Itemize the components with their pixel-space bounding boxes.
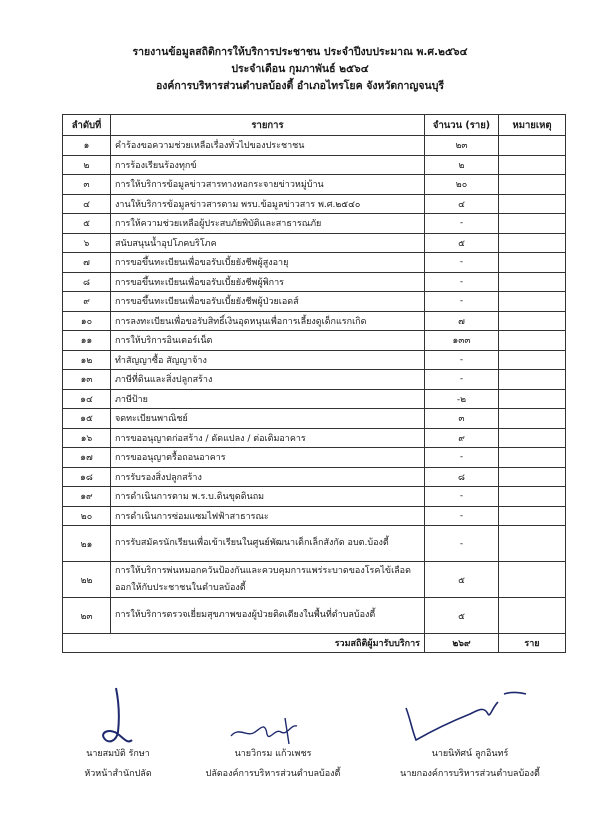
table-row: [63, 409, 566, 429]
row-no: ๑๕: [63, 409, 111, 429]
row-item: สนับสนุนน้ำอุปโภคบริโภค: [111, 233, 425, 253]
row-amount: -: [425, 370, 499, 390]
row-item: การขอขึ้นทะเบียนเพื่อขอรับเบี้ยยังชีพผู้สูงอายุ: [111, 253, 425, 273]
row-item: ทำสัญญาซื้อ สัญญาจ้าง: [111, 350, 425, 370]
row-remark: [499, 370, 566, 390]
table-row: [63, 389, 566, 409]
table-row: [63, 428, 566, 448]
row-amount: -๒: [425, 389, 499, 409]
signer-title: ปลัดองค์การบริหารส่วนตำบลบ้องตี้: [205, 769, 341, 779]
row-no: ๒๒: [63, 562, 111, 598]
row-no: ๑๔: [63, 389, 111, 409]
row-remark: [499, 598, 566, 634]
row-item: การขออนุญาตรื้อถอนอาคาร: [111, 448, 425, 468]
row-remark: [499, 155, 566, 175]
row-remark: [499, 194, 566, 214]
row-remark: [499, 253, 566, 273]
column-header-amount: จำนวน (ราย): [425, 115, 499, 136]
row-remark: [499, 389, 566, 409]
row-amount: -: [425, 448, 499, 468]
report-title: รายงานข้อมูลสถิติการให้บริการประชาชน ประจำปีงบประมาณ พ.ศ.๒๕๖๔: [132, 46, 468, 58]
row-amount: ๒๐: [425, 175, 499, 195]
table-header-row: [63, 115, 566, 136]
row-no: ๒๓: [63, 598, 111, 634]
row-no: ๑๐: [63, 311, 111, 331]
row-item: การให้บริการอินเตอร์เน็ต: [111, 331, 425, 351]
row-remark: [499, 409, 566, 429]
signer-name: นายวิกรม แก้วเพชร: [234, 749, 312, 759]
row-item: การขอขึ้นทะเบียนเพื่อขอรับเบี้ยยังชีพผู้พิการ: [111, 272, 425, 292]
table-row: [63, 214, 566, 234]
row-item: การขออนุญาตก่อสร้าง / ดัดแปลง / ต่อเติมอาคาร: [111, 428, 425, 448]
row-amount: ๕: [425, 233, 499, 253]
row-no: ๔: [63, 194, 111, 214]
table-row: [63, 155, 566, 175]
row-amount: -: [425, 526, 499, 562]
row-item: จดทะเบียนพาณิชย์: [111, 409, 425, 429]
table-row: [63, 233, 566, 253]
table-row: [63, 272, 566, 292]
row-no: ๑๙: [63, 487, 111, 507]
row-remark: [499, 350, 566, 370]
row-remark: [499, 428, 566, 448]
table-row: [63, 370, 566, 390]
row-item: คำร้องขอความช่วยเหลือเรื่องทั่วไปของประชาชน: [111, 136, 425, 156]
row-remark: [499, 292, 566, 312]
table-row: [63, 598, 566, 634]
row-no: ๖: [63, 233, 111, 253]
row-item: ภาษีป้าย: [111, 389, 425, 409]
row-remark: [499, 467, 566, 487]
statistics-table: [62, 114, 566, 653]
row-no: ๑๒: [63, 350, 111, 370]
total-label: รวมสถิติผู้มารับบริการ: [63, 634, 425, 653]
signature-scribble-3: [400, 688, 530, 748]
row-remark: [499, 487, 566, 507]
row-no: ๕: [63, 214, 111, 234]
row-no: ๙: [63, 292, 111, 312]
row-remark: [499, 331, 566, 351]
total-row: [63, 634, 566, 653]
table-row: [63, 448, 566, 468]
row-remark: [499, 272, 566, 292]
row-remark: [499, 562, 566, 598]
row-no: ๑๖: [63, 428, 111, 448]
row-no: ๑๑: [63, 331, 111, 351]
column-header-no: ลำดับที่: [63, 115, 111, 136]
table-row: [63, 331, 566, 351]
row-remark: [499, 526, 566, 562]
row-item: การให้บริการข้อมูลข่าวสารทางหอกระจายข่าวหมู่บ้าน: [111, 175, 425, 195]
row-amount: ๙: [425, 428, 499, 448]
row-no: ๑๓: [63, 370, 111, 390]
row-no: ๒๐: [63, 506, 111, 526]
row-remark: [499, 136, 566, 156]
row-no: ๒๑: [63, 526, 111, 562]
row-no: ๑๘: [63, 467, 111, 487]
row-item: การลงทะเบียนเพื่อขอรับสิทธิ์เงินอุดหนุนเพื่อการเลี้ยงดูเด็กแรกเกิด: [111, 311, 425, 331]
signer-title: นายกองค์การบริหารส่วนตำบลบ้องตี้: [400, 769, 540, 779]
row-amount: -: [425, 214, 499, 234]
table-row: [63, 311, 566, 331]
table-row: [63, 292, 566, 312]
table-row: [63, 562, 566, 598]
row-amount: ๓: [425, 409, 499, 429]
row-remark: [499, 506, 566, 526]
row-item: การรับสมัครนักเรียนเพื่อเข้าเรียนในศูนย์พัฒนาเด็กเล็กสังกัด อบต.บ้องตี้: [111, 526, 425, 562]
row-amount: ๒: [425, 155, 499, 175]
table-row: [63, 194, 566, 214]
row-item: การดำเนินการซ่อมแซมไฟฟ้าสาธารณะ: [111, 506, 425, 526]
row-amount: -: [425, 292, 499, 312]
table-row: [63, 526, 566, 562]
row-remark: [499, 448, 566, 468]
row-amount: -: [425, 253, 499, 273]
row-no: ๒: [63, 155, 111, 175]
row-no: ๑๗: [63, 448, 111, 468]
row-amount: -: [425, 487, 499, 507]
signer-name: นายนิทัศน์ ลูกอินทร์: [431, 749, 509, 759]
row-no: ๓: [63, 175, 111, 195]
table-row: [63, 136, 566, 156]
column-header-item: รายการ: [111, 115, 425, 136]
row-item: การร้องเรียนร้องทุกข์: [111, 155, 425, 175]
total-unit: ราย: [499, 634, 566, 653]
row-item: งานให้บริการข้อมูลข่าวสารตาม พรบ.ข้อมูลข่าวสาร พ.ศ.๒๕๔๐: [111, 194, 425, 214]
report-organization: องค์การบริหารส่วนตำบลบ้องตี้ อำเภอไทรโยค จังหวัดกาญจนบุรี: [155, 80, 445, 92]
row-amount: ๔: [425, 194, 499, 214]
row-remark: [499, 233, 566, 253]
row-item: การให้ความช่วยเหลือผู้ประสบภัยพิบัติและสาธารณภัย: [111, 214, 425, 234]
signature-block-3: [370, 744, 570, 784]
row-amount: ๘: [425, 467, 499, 487]
signature-block-1: [58, 744, 178, 784]
row-amount: ๕: [425, 562, 499, 598]
row-item: การขอขึ้นทะเบียนเพื่อขอรับเบี้ยยังชีพผู้ป่วยเอดส์: [111, 292, 425, 312]
row-remark: [499, 311, 566, 331]
report-header: [0, 44, 600, 95]
table-row: [63, 350, 566, 370]
row-remark: [499, 214, 566, 234]
row-amount: -: [425, 272, 499, 292]
row-no: ๘: [63, 272, 111, 292]
table-row: [63, 467, 566, 487]
row-item: การรับรองสิ่งปลูกสร้าง: [111, 467, 425, 487]
row-amount: ๗: [425, 311, 499, 331]
report-month: ประจำเดือน กุมภาพันธ์ ๒๕๖๔: [231, 63, 369, 75]
row-no: ๗: [63, 253, 111, 273]
column-header-remark: หมายเหตุ: [499, 115, 566, 136]
table-row: [63, 487, 566, 507]
row-amount: -: [425, 350, 499, 370]
row-amount: ๒๓: [425, 136, 499, 156]
signature-block-2: [188, 744, 358, 784]
table-row: [63, 175, 566, 195]
row-amount: ๑๓๓: [425, 331, 499, 351]
row-item: ภาษีที่ดินและสิ่งปลูกสร้าง: [111, 370, 425, 390]
row-item: การให้บริการตรวจเยี่ยมสุขภาพของผู้ป่วยติดเตียงในพื้นที่ตำบลบ้องตี้: [111, 598, 425, 634]
table-row: [63, 506, 566, 526]
table-row: [63, 253, 566, 273]
row-amount: ๕: [425, 598, 499, 634]
row-item: การให้บริการพ่นหมอกควันป้องกันและควบคุมการแพร่ระบาดของโรคไข้เลือดออกให้กับประชาชนในตำบลบ้องตี้: [111, 562, 425, 598]
row-item: การดำเนินการตาม พ.ร.บ.ดินขุดดินถม: [111, 487, 425, 507]
row-remark: [499, 175, 566, 195]
total-amount: ๒๖๙: [425, 634, 499, 653]
row-amount: -: [425, 506, 499, 526]
signer-name: นายสมบัติ รักษา: [86, 749, 150, 759]
signer-title: หัวหน้าสำนักปลัด: [84, 769, 152, 779]
row-no: ๑: [63, 136, 111, 156]
